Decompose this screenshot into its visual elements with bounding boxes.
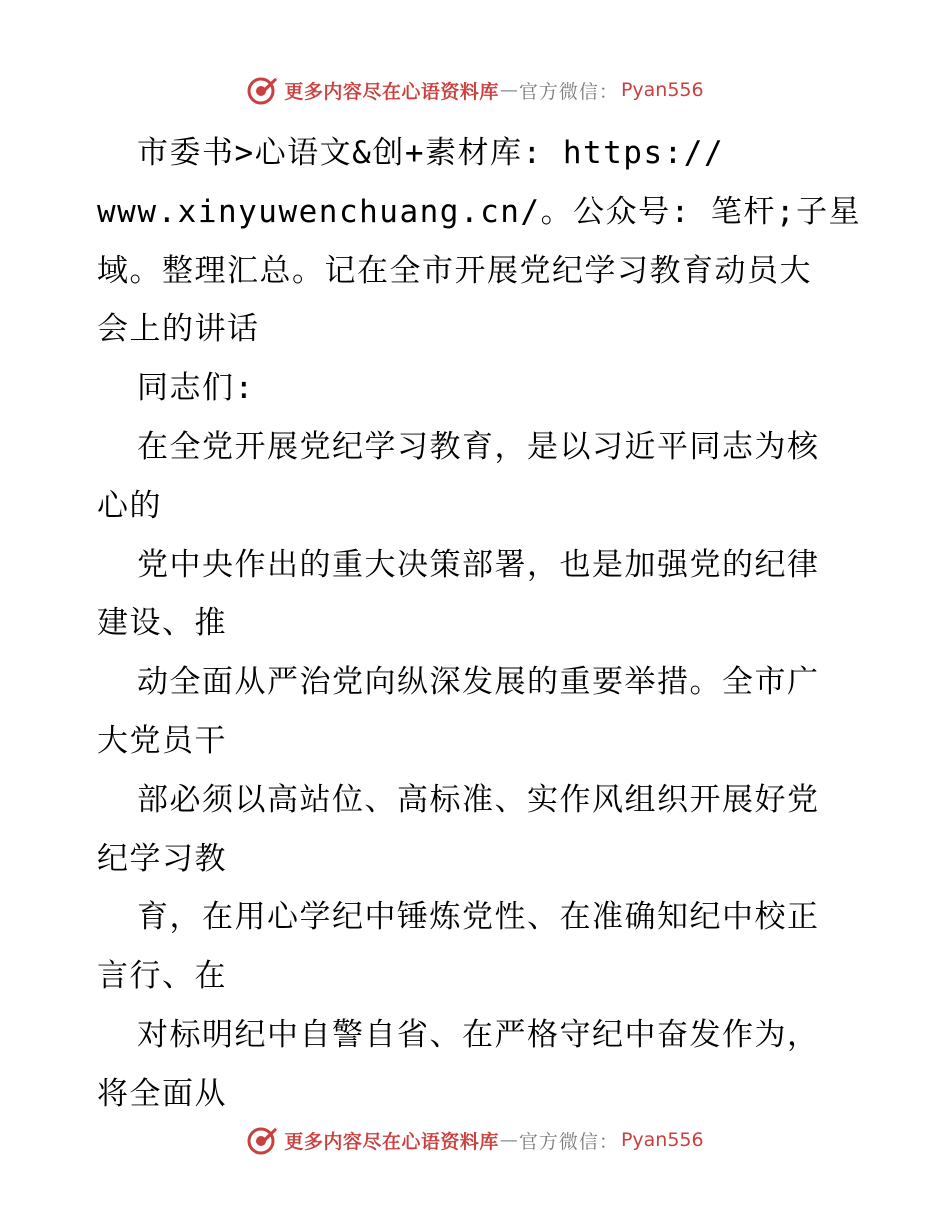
body-line: 育，在用心学纪中锤炼党性、在准确知纪中校正: [137, 899, 820, 936]
body-line: 建设、推: [97, 605, 227, 642]
banner-wechat-label: 官方微信：: [518, 1130, 619, 1153]
banner-wechat-id: Pyan556: [620, 79, 704, 101]
header-banner: [0, 70, 950, 110]
banner-title: 更多内容尽在心语资料库: [284, 80, 499, 103]
banner-title: 更多内容尽在心语资料库: [284, 1130, 499, 1153]
body-line: 市委书>心语文&创+素材库: https://: [137, 135, 725, 171]
body-line: 党中央作出的重大决策部署，也是加强党的纪律: [137, 546, 820, 583]
body-line: 对标明纪中自警自省、在严格守纪中奋发作为，: [137, 1016, 820, 1053]
body-line: 会上的讲话: [97, 311, 260, 348]
body-line: www.xinyuwenchuang.cn/。公众号: 笔杆;子星: [97, 193, 862, 230]
banner-wechat-label: 官方微信：: [518, 80, 619, 103]
banner-separator: —: [499, 79, 518, 101]
banner-separator: —: [499, 1129, 518, 1151]
body-line: 心的: [97, 487, 162, 524]
body-line: 域。整理汇总。记在全市开展党纪学习教育动员大: [97, 252, 812, 289]
body-line: 动全面从严治党向纵深发展的重要举措。全市广: [137, 664, 820, 701]
body-line: 部必须以高站位、高标准、实作风组织开展好党: [137, 781, 820, 818]
body-line: 纪学习教: [97, 840, 227, 877]
body-line: 同志们:: [137, 370, 255, 407]
body-line: 在全党开展党纪学习教育，是以习近平同志为核: [137, 428, 820, 465]
pen-logo-icon: [246, 73, 280, 107]
body-line: 大党员干: [97, 722, 227, 759]
banner-wechat-id: Pyan556: [620, 1129, 704, 1151]
body-line: 言行、在: [97, 958, 227, 995]
footer-banner: [0, 1120, 950, 1160]
document-body: [97, 124, 862, 1124]
pen-logo-icon: [246, 1123, 280, 1157]
body-line: 将全面从: [97, 1075, 227, 1112]
